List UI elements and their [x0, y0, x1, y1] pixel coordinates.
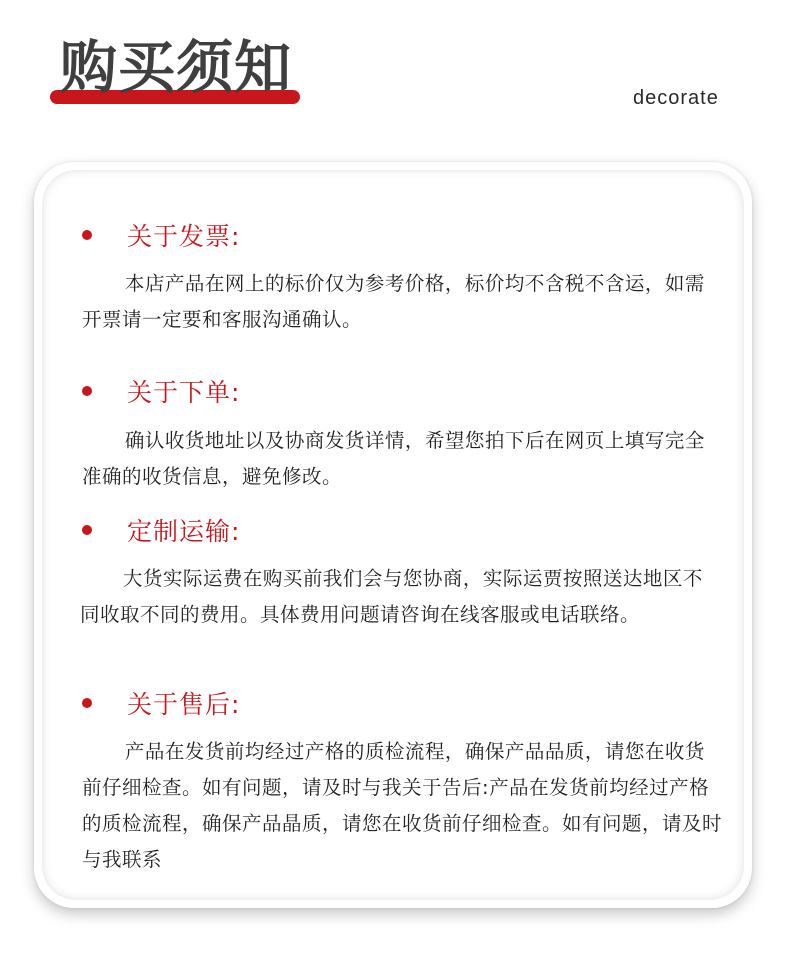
bullet-dot-icon [82, 386, 92, 396]
section-heading-shipping [82, 513, 240, 547]
section-heading-text: 定制运输: [127, 517, 241, 546]
section-heading-text: 关于发票: [127, 222, 241, 251]
bullet-dot-icon [82, 230, 92, 240]
page-title: 购买须知 [60, 35, 292, 101]
section-heading-text: 关于下单: [127, 378, 241, 407]
decorate-label: decorate [633, 87, 719, 109]
section-body-shipping: 大货实际运费在购买前我们会与您协商，实际运贾按照送达地区不同收取不同的费用。具体费用问题请咨询在线客服或电话联络。 [80, 567, 703, 626]
section-heading-aftersale [82, 686, 240, 720]
section-body-aftersale: 产品在发货前均经过产格的质检流程，确保产品品质，请您在收货前仔细检查。如有问题，请及时与我关于告后:产品在发货前均经过产格的质检流程，确保产品晶质，请您在收货前仔细检查。如有问题，请及时与我联系 [82, 740, 723, 871]
section-heading-order [82, 374, 240, 408]
bullet-dot-icon [82, 525, 92, 535]
bullet-dot-icon [82, 698, 92, 708]
section-body-invoice: 本店产品在网上的标价仅为参考价格，标价均不含税不含运，如需开票请一定要和客服沟通确认。 [82, 272, 705, 331]
title-block [48, 34, 308, 114]
section-heading-text: 关于售后: [127, 690, 241, 719]
section-heading-invoice [82, 218, 240, 252]
section-body-order: 确认收货地址以及协商发货详情，希望您拍下后在网页上填写完全准确的收货信息，避免修改。 [82, 429, 705, 488]
